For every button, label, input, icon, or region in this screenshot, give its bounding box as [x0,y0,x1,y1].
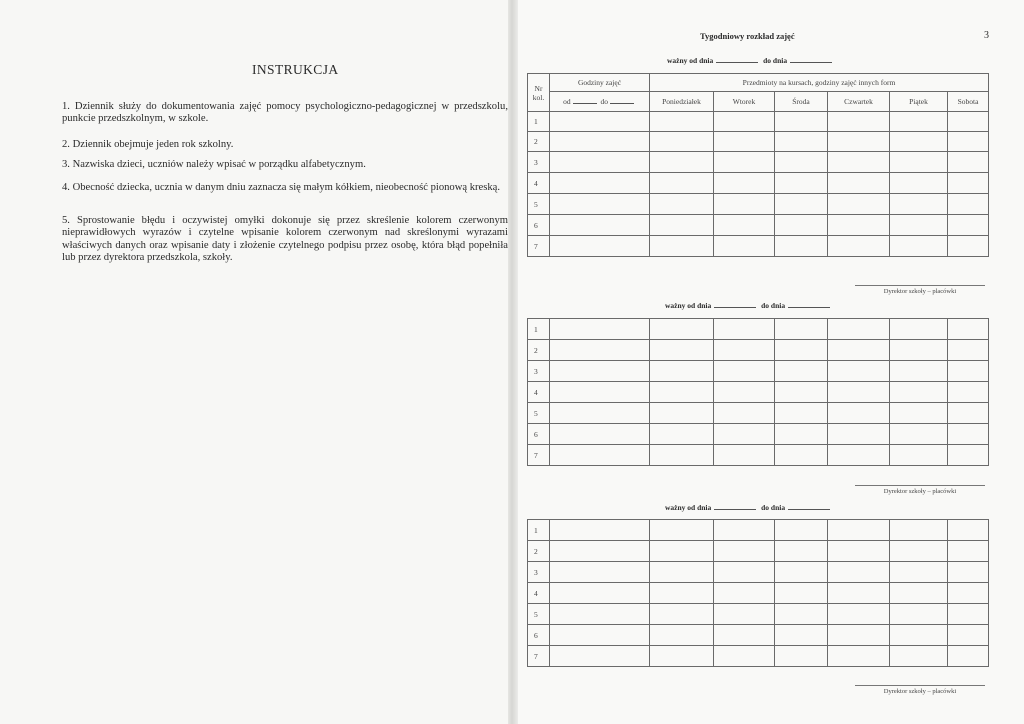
row-number: 3 [528,562,550,583]
valid-from-label: ważny od dnia [665,503,712,512]
valid-from-label: ważny od dnia [665,301,712,310]
valid-dates-3 [665,503,833,512]
row-number: 3 [528,361,550,382]
do-label: do [600,97,608,106]
valid-to-label: do dnia [761,301,786,310]
row-number: 5 [528,194,550,215]
book-spine [508,0,518,724]
valid-dates-1 [667,56,835,65]
row-number: 7 [528,646,550,667]
schedule-table-1 [527,73,989,257]
row-number: 2 [528,132,550,152]
schedule-title: Tygodniowy rozkład zajęć [700,31,795,41]
instruction-item-5: 5. Sprostowanie błędu i oczywistej omyłki dokonuje się przez skreślenie kolorem czerwonym nieprawidłowych wyrazów i czytelne wpisanie kolorem czerwonym nad skreślonymi wyrazami właściwych danych oraz wpisanie daty i złożenie czytelnego podpisu przez osobę, która błąd popełniła lub przez dyrektora przedszkola, szkoły. [62,215,508,264]
day-tuesday: Wtorek [714,92,775,112]
row-number: 7 [528,445,550,466]
day-monday: Poniedziałek [650,92,714,112]
row-number: 2 [528,340,550,361]
nr-kol-header: Nr kol. [528,74,550,112]
day-saturday: Sobota [948,92,989,112]
director-signature-2: Dyrektor szkoły – placówki [855,485,985,495]
instruction-item-2: 2. Dziennik obejmuje jeden rok szkolny. [62,139,234,150]
schedule-table-3 [527,519,989,667]
row-number: 5 [528,403,550,424]
hours-range-header [550,92,650,112]
od-label: od [563,97,571,106]
row-number: 6 [528,215,550,236]
subjects-header: Przedmioty na kursach, godziny zajęć innych form [650,74,989,92]
schedule-table-2 [527,318,989,466]
hours-header: Godziny zajęć [550,74,650,92]
valid-from-label: ważny od dnia [667,56,714,65]
row-number: 3 [528,152,550,173]
valid-to-label: do dnia [761,503,786,512]
valid-to-label: do dnia [763,56,788,65]
row-number: 4 [528,382,550,403]
director-signature-1: Dyrektor szkoły – placówki [855,285,985,295]
row-number: 6 [528,625,550,646]
row-number: 6 [528,424,550,445]
row-number: 2 [528,541,550,562]
day-wednesday: Środa [775,92,828,112]
instruction-item-4: 4. Obecność dziecka, ucznia w danym dniu zaznacza się małym kółkiem, nieobecność pionową kreską. [62,182,501,193]
row-number: 1 [528,112,550,132]
instruction-item-1: 1. Dziennik służy do dokumentowania zajęć pomocy psychologiczno-pedagogicznej w przedszkolu, punkcie przedszkolnym, w szkole. [62,101,508,125]
instruction-title: INSTRUKCJA [252,62,339,77]
row-number: 4 [528,583,550,604]
page-number: 3 [984,30,989,41]
row-number: 5 [528,604,550,625]
row-number: 1 [528,520,550,541]
row-number: 1 [528,319,550,340]
director-signature-3: Dyrektor szkoły – placówki [855,685,985,695]
valid-dates-2 [665,301,833,310]
row-number: 7 [528,236,550,257]
instruction-item-3: 3. Nazwiska dzieci, uczniów należy wpisać w porządku alfabetycznym. [62,159,366,170]
day-friday: Piątek [890,92,948,112]
day-thursday: Czwartek [828,92,890,112]
row-number: 4 [528,173,550,194]
